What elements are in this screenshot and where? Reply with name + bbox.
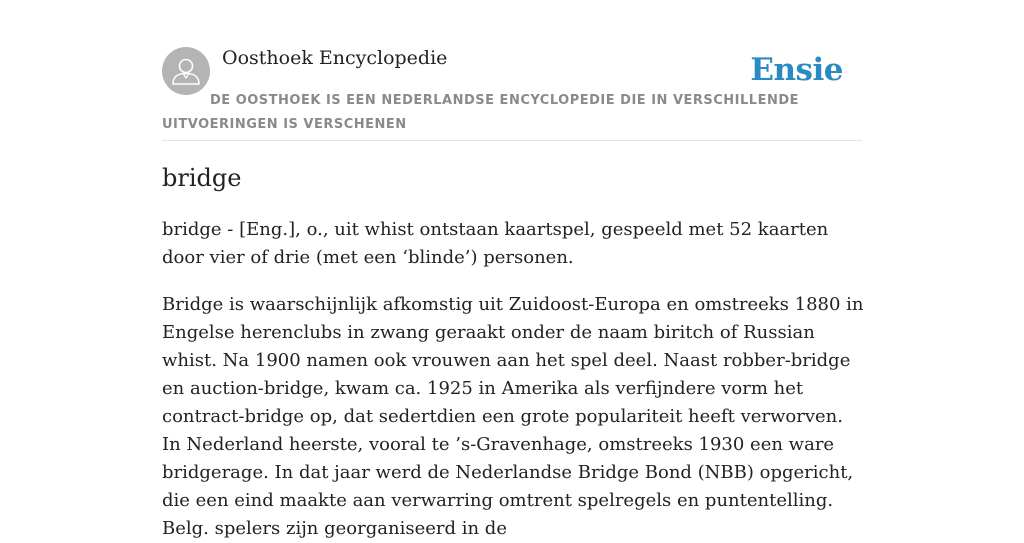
site-subtitle: DE OOSTHOEK IS EEN NEDERLANDSE ENCYCLOPEDIE DIE IN VERSCHILLENDE UITVOERINGEN IS VERSCHENEN: [162, 93, 800, 132]
site-name-link[interactable]: Oosthoek Encyclopedie: [222, 47, 448, 69]
ensie-logo[interactable]: Ensie: [750, 52, 843, 88]
site-header: [162, 0, 862, 141]
article-paragraph: bridge - [Eng.], o., uit whist ontstaan kaartspel, gespeeld met 52 kaarten door vier of drie (met een ‘blinde’) personen.: [162, 219, 829, 268]
article-title: bridge: [162, 164, 242, 192]
article-paragraph: Bridge is waarschijnlijk afkomstig uit Zuidoost-Europa en omstreeks 1880 in Engelse herenclubs in zwang geraakt onder de naam biritch of Russian whist. Na 1900 namen ook vrouwen aan het spel deel. Naast robber-bridge en auction-bridge, kwam ca. 1925 in Amerika als verfijndere vorm het contract-bridge op, dat sedertdien een grote populariteit heeft verworven. In Nederland heerste, vooral te ’s-Gravenhage, omstreeks 1930 een ware bridgerage. In dat jaar werd de Nederlandse Bridge Bond (NBB) opgericht, die een eind maakte aan verwarring omtrent spelregels en puntentelling. Belg. spelers zijn georganiseerd in de: [162, 294, 864, 539]
page-container: [162, 0, 864, 539]
user-avatar-icon[interactable]: [162, 47, 210, 95]
